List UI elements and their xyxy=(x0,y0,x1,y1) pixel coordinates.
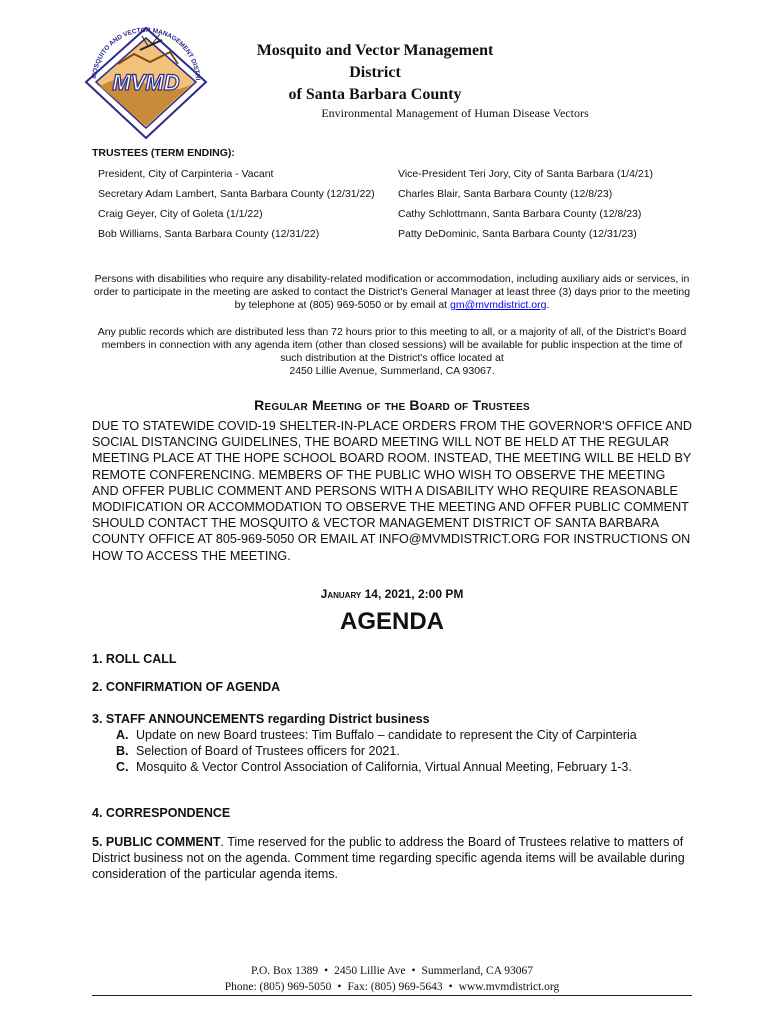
district-logo xyxy=(78,24,214,142)
item-label: PUBLIC COMMENT xyxy=(105,835,221,849)
records-address: 2450 Lillie Avenue, Summerland, CA 93067. xyxy=(289,365,495,377)
subitem-letter: B. xyxy=(116,744,129,758)
agenda-item-correspondence xyxy=(92,805,692,821)
item-number: 3. xyxy=(92,712,103,726)
item-text: . Time reserved for the public to address the Board of Trustees relative to matters of District business not on the agenda. Comment time regarding specific agenda items will be available during consideration of the particular agenda items. xyxy=(92,835,685,881)
footer-bullet: • xyxy=(337,981,342,993)
subitem-text: Selection of Board of Trustees officers for 2021. xyxy=(136,744,400,758)
disability-notice xyxy=(92,273,692,312)
trustee-item: Patty DeDominic, Santa Barbara County (12/31/23) xyxy=(398,228,637,240)
item-label: CONFIRMATION OF AGENDA xyxy=(105,680,281,694)
subitem-letter: C. xyxy=(116,760,129,774)
trustees-list xyxy=(98,168,698,242)
footer-address-line xyxy=(92,963,692,979)
footer-street: 2450 Lillie Ave xyxy=(334,965,406,977)
trustee-item: Secretary Adam Lambert, Santa Barbara County (12/31/22) xyxy=(98,188,375,200)
trustee-item: President, City of Carpinteria - Vacant xyxy=(98,168,274,180)
subitem-text: Update on new Board trustees: Tim Buffalo – candidate to represent the City of Carpinteria xyxy=(136,728,637,742)
subitem xyxy=(116,727,692,743)
item-number: 4. xyxy=(92,806,103,820)
agenda-item-staff-announcements xyxy=(92,711,692,775)
trustee-item: Cathy Schlottmann, Santa Barbara County (12/8/23) xyxy=(398,208,642,220)
trustee-item: Craig Geyer, City of Goleta (1/1/22) xyxy=(98,208,263,220)
subitem xyxy=(116,743,692,759)
footer-contact-line xyxy=(92,979,692,995)
agenda-item-confirmation xyxy=(92,679,692,695)
item-label: ROLL CALL xyxy=(105,652,177,666)
agenda-item-roll-call xyxy=(92,651,692,667)
logo-ring-text: MOSQUITO AND VECTOR MANAGEMENT DISTRI xyxy=(91,26,201,81)
meeting-date: January 14, 2021, 2:00 PM xyxy=(320,587,464,601)
footer-bullet: • xyxy=(411,965,416,977)
trustee-item: Bob Williams, Santa Barbara County (12/31/22) xyxy=(98,228,320,240)
footer-divider xyxy=(92,995,692,996)
district-title xyxy=(230,40,520,106)
title-line-2: of Santa Barbara County xyxy=(288,86,462,103)
footer-po-box: P.O. Box 1389 xyxy=(250,965,319,977)
title-line-1: Mosquito and Vector Management District xyxy=(256,42,494,81)
item-label: STAFF ANNOUNCEMENTS regarding District business xyxy=(105,712,430,726)
district-subtitle: Environmental Management of Human Disease Vectors xyxy=(321,106,589,120)
disability-text: Persons with disabilities who require any disability-related modification or accommodation, including auxiliary aids or services, in order to participate in the meeting are asked to contact the District's General Manager at least three (3) days prior to the meeting by telephone at (805) 969-5050 or by email at xyxy=(93,273,691,311)
footer-bullet: • xyxy=(324,965,329,977)
logo-initials: MVMD xyxy=(112,70,180,95)
gm-email-link[interactable]: gm@mvmdistrict.org xyxy=(450,299,547,311)
subitem xyxy=(116,759,692,775)
agenda-title: AGENDA xyxy=(339,608,444,635)
agenda-item-public-comment xyxy=(92,834,692,882)
footer-website[interactable]: www.mvmdistrict.org xyxy=(458,981,560,993)
meeting-heading: Regular Meeting of the Board of Trustees xyxy=(254,397,530,413)
public-records-notice xyxy=(92,326,692,378)
footer xyxy=(92,963,692,995)
records-text: Any public records which are distributed less than 72 hours prior to this meeting to all, or a majority of all, of the District's Board members in connection with any agenda item (other than closed sessions) will be available for public inspection at the time of such distribution at the District's office located at xyxy=(97,326,687,364)
staff-subitems xyxy=(92,727,692,775)
item-number: 2. xyxy=(92,680,103,694)
mvmd-logo-graphic xyxy=(78,24,214,142)
footer-city: Summerland, CA 93067 xyxy=(421,965,533,977)
trustee-item: Charles Blair, Santa Barbara County (12/8/23) xyxy=(398,188,613,200)
subitem-text: Mosquito & Vector Control Association of California, Virtual Annual Meeting, February 1-3. xyxy=(136,760,632,774)
covid-notice: DUE TO STATEWIDE COVID-19 SHELTER-IN-PLACE ORDERS FROM THE GOVERNOR'S OFFICE AND SOCIAL DISTANCING GUIDELINES, THE BOARD MEETING WILL NOT BE HELD AT THE REGULAR MEETING PLACE AT THE HOPE SCHOOL BOARD ROOM. INSTEAD, THE MEETING WILL BE HELD BY REMOTE CONFERENCING. MEMBERS OF THE PUBLIC WHO WISH TO OBSERVE THE MEETING AND OFFER PUBLIC COMMENT AND PERSONS WITH A DISABILITY WHO REQUIRE REASONABLE MODIFICATION OR ACCOMMODATION TO OBSERVE THE MEETING AND OFFER PUBLIC COMMENT SHOULD CONTACT THE MOSQUITO & VECTOR MANAGEMENT DISTRICT OF SANTA BARBARA COUNTY OFFICE AT 805-969-5050 OR EMAIL AT INFO@MVMDISTRICT.ORG FOR INSTRUCTIONS ON HOW TO ACCESS THE MEETING. xyxy=(92,419,692,563)
item-label: CORRESPONDENCE xyxy=(105,806,231,820)
trustee-item: Vice-President Teri Jory, City of Santa Barbara (1/4/21) xyxy=(398,168,654,180)
footer-fax: Fax: (805) 969-5643 xyxy=(347,981,443,993)
trustees-label: TRUSTEES (TERM ENDING): xyxy=(92,147,235,159)
disability-end: . xyxy=(546,299,550,311)
footer-bullet: • xyxy=(448,981,453,993)
item-number: 1. xyxy=(92,652,103,666)
subitem-letter: A. xyxy=(116,728,129,742)
item-number: 5. xyxy=(92,835,103,849)
footer-phone: Phone: (805) 969-5050 xyxy=(224,981,332,993)
